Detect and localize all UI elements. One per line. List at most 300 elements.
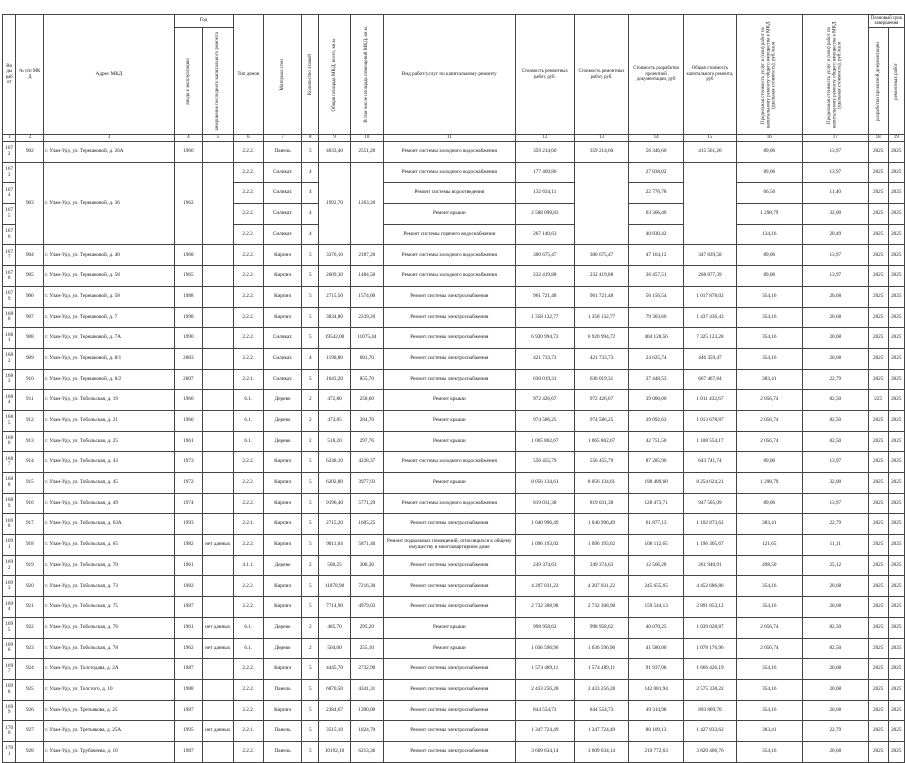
cell-p12: 267 140,63 bbox=[515, 224, 574, 245]
cell-p15: 8 254 624,21 bbox=[684, 473, 737, 494]
cell-work: Ремонт системы электроснабжения bbox=[383, 700, 515, 721]
table-row bbox=[3, 390, 905, 411]
header-floors: Количество этажей bbox=[302, 15, 319, 135]
cell-n: 914 bbox=[16, 452, 44, 473]
cell-mat: Кирпич bbox=[263, 266, 301, 287]
cell-d1: 2025 bbox=[868, 514, 888, 535]
column-number: 9 bbox=[319, 135, 350, 142]
cell-y2 bbox=[203, 410, 233, 431]
cell-d2: 2025 bbox=[888, 576, 904, 597]
table-row bbox=[3, 162, 905, 183]
cell-s1: 518,20 bbox=[319, 431, 350, 452]
cell-p17: 20,68 bbox=[802, 328, 868, 349]
cell-s1: 2715,50 bbox=[319, 286, 350, 307]
table-row bbox=[3, 266, 905, 287]
cell-n: 907 bbox=[16, 307, 44, 328]
cell-type: 4.1.1. bbox=[233, 555, 263, 576]
cell-s2: 2239,20 bbox=[350, 307, 383, 328]
cell-type: 2.2.2. bbox=[233, 473, 263, 494]
cell-mat: Дерево bbox=[263, 638, 301, 659]
cell-d2: 2025 bbox=[888, 266, 904, 287]
column-number: 15 bbox=[684, 135, 737, 142]
cell-vid: 168 6 bbox=[3, 431, 16, 452]
cell-y1: 1960 bbox=[174, 390, 202, 411]
cell-p13: 8 056 134,61 bbox=[574, 473, 628, 494]
cell-p16: 2 056,74 bbox=[736, 617, 802, 638]
cell-fl: 4 bbox=[302, 204, 319, 225]
cell-d1: 2025 bbox=[868, 369, 888, 390]
column-number: 19 bbox=[888, 135, 904, 142]
cell-addr: г. Улан-Удэ, ул. Тобольская, д. 76 bbox=[44, 617, 174, 638]
cell-p13: 4 207 031,22 bbox=[574, 576, 628, 597]
cell-d2: 2025 bbox=[888, 452, 904, 473]
column-number-row bbox=[3, 135, 905, 142]
cell-d1: 2025 bbox=[868, 741, 888, 762]
cell-fl: 5 bbox=[302, 266, 319, 287]
cell-addr: г. Улан-Удэ, ул. Тобольская, д. 75 bbox=[44, 597, 174, 618]
cell-mat: Силикат. bbox=[263, 224, 301, 245]
capital-repair-table bbox=[2, 14, 905, 763]
cell-p13: 2 732 308,98 bbox=[574, 597, 628, 618]
cell-y1: 1982 bbox=[174, 535, 202, 556]
cell-y1: 1968 bbox=[174, 245, 202, 266]
cell-n: 920 bbox=[16, 576, 44, 597]
cell-p16: 383,41 bbox=[736, 721, 802, 742]
cell-mat: Дерево bbox=[263, 617, 301, 638]
cell-y1: 1961 bbox=[174, 617, 202, 638]
cell-p16: 89,06 bbox=[736, 245, 802, 266]
cell-d2: 2025 bbox=[888, 286, 904, 307]
cell-s1: 472,80 bbox=[319, 390, 350, 411]
cell-work: Ремонт системы холодного водоснабжения bbox=[383, 493, 515, 514]
cell-p17: 20,49 bbox=[802, 224, 868, 245]
cell-p17: 20,68 bbox=[802, 659, 868, 680]
cell-y2 bbox=[203, 555, 233, 576]
cell-fl: 5 bbox=[302, 493, 319, 514]
cell-p15: 1 427 833,62 bbox=[684, 721, 737, 742]
cell-y1: 1972 bbox=[174, 473, 202, 494]
cell-n: 926 bbox=[16, 700, 44, 721]
cell-vid: 167 4 bbox=[3, 183, 16, 204]
cell-addr: г. Улан-Удэ, ул. Тобольская, д. 63А bbox=[44, 514, 174, 535]
cell-mat: Силикат. bbox=[263, 328, 301, 349]
cell-p13: 359 214,60 bbox=[574, 142, 628, 163]
cell-work: Ремонт системы электроснабжения bbox=[383, 576, 515, 597]
cell-p16: 354,16 bbox=[736, 659, 802, 680]
cell-work: Ремонт системы холодного водоснабжения bbox=[383, 142, 515, 163]
cell-p14: 56 346,60 bbox=[629, 142, 684, 163]
cell-d2: 2025 bbox=[888, 493, 904, 514]
cell-y2 bbox=[203, 741, 233, 762]
cell-s1: 3834,80 bbox=[319, 307, 350, 328]
table-row bbox=[3, 721, 905, 742]
cell-mat: Кирпич bbox=[263, 576, 301, 597]
cell-d1: 2025 bbox=[868, 183, 888, 204]
cell-work: Ремонт системы электроснабжения bbox=[383, 741, 515, 762]
cell-p12: 421 733,73 bbox=[515, 348, 574, 369]
cell-p17: 20,68 bbox=[802, 597, 868, 618]
cell-fl: 5 bbox=[302, 700, 319, 721]
cell-s2: 1390,00 bbox=[350, 700, 383, 721]
cell-addr: г. Улан-Удэ, ул. Тобольская, д. 21 bbox=[44, 410, 174, 431]
cell-p13 bbox=[574, 162, 628, 245]
cell-work: Ремонт системы электроснабжения bbox=[383, 307, 515, 328]
cell-p17: 13,97 bbox=[802, 452, 868, 473]
cell-n: 917 bbox=[16, 514, 44, 535]
cell-p13: 3 609 634,14 bbox=[574, 741, 628, 762]
cell-fl: 5 bbox=[302, 741, 319, 762]
cell-vid: 169 0 bbox=[3, 514, 16, 535]
cell-type: 2.2.2. bbox=[233, 452, 263, 473]
cell-d1: 2025 bbox=[868, 473, 888, 494]
cell-y2 bbox=[203, 348, 233, 369]
cell-p16: 2 056,74 bbox=[736, 431, 802, 452]
table-row bbox=[3, 142, 905, 163]
cell-p16: 89,06 bbox=[736, 142, 802, 163]
cell-type: 2.2.1. bbox=[233, 369, 263, 390]
cell-d1: 2025 bbox=[868, 617, 888, 638]
cell-work: Ремонт системы холодного водоснабжения bbox=[383, 266, 515, 287]
cell-mat: Силикат. bbox=[263, 369, 301, 390]
cell-vid: 169 3 bbox=[3, 576, 16, 597]
cell-s2: 1484,50 bbox=[350, 266, 383, 287]
cell-y1: 1960 bbox=[174, 410, 202, 431]
column-number: 7 bbox=[263, 135, 301, 142]
cell-d2: 2025 bbox=[888, 659, 904, 680]
cell-p17: 20,68 bbox=[802, 576, 868, 597]
cell-s2: 1605,25 bbox=[350, 514, 383, 535]
cell-type: 2.2.2. bbox=[233, 224, 263, 245]
cell-y2 bbox=[203, 431, 233, 452]
cell-fl: 2 bbox=[302, 638, 319, 659]
cell-type: 6.1. bbox=[233, 431, 263, 452]
cell-addr: г. Улан-Удэ, ул. Тобольская, д. 49 bbox=[44, 493, 174, 514]
cell-p17: 32,00 bbox=[802, 204, 868, 225]
cell-p14: 210 772,63 bbox=[629, 741, 684, 762]
table-body bbox=[3, 142, 905, 763]
cell-vid: 169 4 bbox=[3, 597, 16, 618]
cell-mat: Панель bbox=[263, 721, 301, 742]
cell-mat: Силикат. bbox=[263, 183, 301, 204]
cell-type: 2.2.2. bbox=[233, 266, 263, 287]
header-total-area: Общая площадь МКД, всего, кв.м. bbox=[319, 15, 350, 135]
cell-y2 bbox=[203, 493, 233, 514]
cell-p13: 1 574 489,11 bbox=[574, 659, 628, 680]
header-design-cost: Стоимость разработки проектной документации, руб bbox=[629, 15, 684, 135]
cell-p15: 446 359,47 bbox=[684, 348, 737, 369]
cell-addr: г. Улан-Удэ, ул. Терешковой, д. 8/1 bbox=[44, 348, 174, 369]
header-plan-design: разработки проектной документации bbox=[868, 28, 888, 135]
cell-p17: 20,68 bbox=[802, 700, 868, 721]
cell-p15: 947 505,09 bbox=[684, 493, 737, 514]
cell-n: 902 bbox=[16, 142, 44, 163]
cell-p16: 89,06 bbox=[736, 162, 802, 183]
cell-s1: 4033,40 bbox=[319, 142, 350, 163]
header-work-type: Вид работ/услуг по капитальному ремонту bbox=[383, 15, 515, 135]
cell-p12: 359 214,60 bbox=[515, 142, 574, 163]
cell-p16: 354,16 bbox=[736, 700, 802, 721]
cell-fl: 5 bbox=[302, 452, 319, 473]
cell-addr: г. Улан-Удэ, ул. Тобольская, д. 70 bbox=[44, 555, 174, 576]
cell-y1: 1987 bbox=[174, 700, 202, 721]
cell-s2: 855,70 bbox=[350, 369, 383, 390]
cell-p15: 2 575 338,22 bbox=[684, 679, 737, 700]
cell-p13: 1 040 996,49 bbox=[574, 514, 628, 535]
cell-s2: 284,70 bbox=[350, 410, 383, 431]
column-number: 8 bbox=[302, 135, 319, 142]
cell-y1: 1965 bbox=[174, 266, 202, 287]
cell-y2 bbox=[203, 142, 233, 163]
cell-d2: 2025 bbox=[888, 204, 904, 225]
cell-d2: 2025 bbox=[888, 700, 904, 721]
cell-y2 bbox=[203, 700, 233, 721]
table-row bbox=[3, 555, 905, 576]
cell-addr: г. Улан-Удэ, ул. Трубачеева, д. 10 bbox=[44, 741, 174, 762]
cell-fl: 2 bbox=[302, 431, 319, 452]
cell-p14: 63 366,40 bbox=[629, 204, 684, 225]
cell-p12: 3 609 634,14 bbox=[515, 741, 574, 762]
cell-p15: 1 013 678,87 bbox=[684, 410, 737, 431]
cell-addr: г. Улан-Удэ, ул. Тобольская, д. 43 bbox=[44, 452, 174, 473]
cell-mat: Панель bbox=[263, 741, 301, 762]
cell-p16: 66,56 bbox=[736, 183, 802, 204]
cell-p14: 49 314,98 bbox=[629, 700, 684, 721]
cell-p13: 961 721,48 bbox=[574, 286, 628, 307]
cell-fl: 4 bbox=[302, 183, 319, 204]
cell-vid: 167 9 bbox=[3, 286, 16, 307]
cell-fl: 4 bbox=[302, 162, 319, 183]
cell-work: Ремонт системы электроснабжения bbox=[383, 721, 515, 742]
cell-p14: 100 112,65 bbox=[629, 535, 684, 556]
cell-type: 2.2.2. bbox=[233, 328, 263, 349]
cell-fl: 2 bbox=[302, 617, 319, 638]
cell-d1: 2025 bbox=[868, 555, 888, 576]
cell-p15: 1 102 873,62 bbox=[684, 514, 737, 535]
cell-s2: 7216,30 bbox=[350, 576, 383, 597]
cell-mat: Кирпич bbox=[263, 700, 301, 721]
cell-y1: 1966 bbox=[174, 142, 202, 163]
cell-p12: 8 056 134,61 bbox=[515, 473, 574, 494]
cell-p17: 13,97 bbox=[802, 245, 868, 266]
cell-mat: Кирпич bbox=[263, 286, 301, 307]
cell-d1: 2025 bbox=[868, 721, 888, 742]
cell-type: 6.1. bbox=[233, 638, 263, 659]
column-number: 1 bbox=[3, 135, 16, 142]
header-unit-cost: Предельная стоимость услуг и (или) работ по капитальному ремонту общего имущества в МКД (удельная стоимость), руб./кв.м bbox=[736, 15, 802, 135]
capital-repair-table-sheet bbox=[2, 14, 905, 763]
cell-p12: 1 040 996,49 bbox=[515, 514, 574, 535]
cell-s1: 2715,20 bbox=[319, 514, 350, 535]
cell-fl: 5 bbox=[302, 659, 319, 680]
cell-type: 2.2.2. bbox=[233, 286, 263, 307]
cell-p14: 39 006,00 bbox=[629, 390, 684, 411]
cell-mat: Силикат. bbox=[263, 348, 301, 369]
cell-p13: 2 433 256,28 bbox=[574, 679, 628, 700]
cell-p14: 142 081,94 bbox=[629, 679, 684, 700]
cell-d2: 2025 bbox=[888, 431, 904, 452]
cell-s2: 4979,03 bbox=[350, 597, 383, 618]
cell-p15: 1 437 436,43 bbox=[684, 307, 737, 328]
cell-d1: 2025 bbox=[868, 348, 888, 369]
cell-type: 2.2.2. bbox=[233, 535, 263, 556]
cell-n: 927 bbox=[16, 721, 44, 742]
cell-d1: 2025 bbox=[868, 162, 888, 183]
cell-p15: 1 666 426,19 bbox=[684, 659, 737, 680]
cell-y1: 1988 bbox=[174, 679, 202, 700]
cell-p16: 121,65 bbox=[736, 535, 802, 556]
cell-vid: 168 1 bbox=[3, 328, 16, 349]
cell-vid: 168 2 bbox=[3, 348, 16, 369]
cell-d1: 2025 bbox=[868, 307, 888, 328]
cell-fl: 5 bbox=[302, 514, 319, 535]
cell-type: 2.2.2. bbox=[233, 576, 263, 597]
cell-y1: 2003 bbox=[174, 348, 202, 369]
cell-fl: 5 bbox=[302, 307, 319, 328]
cell-s2: 295,20 bbox=[350, 617, 383, 638]
cell-p14: 37 448,53 bbox=[629, 369, 684, 390]
cell-y1: 1995 bbox=[174, 721, 202, 742]
cell-work: Ремонт крыши bbox=[383, 204, 515, 225]
table-row bbox=[3, 493, 905, 514]
cell-p14: 41 580,00 bbox=[629, 638, 684, 659]
table-row bbox=[3, 659, 905, 680]
table-row bbox=[3, 700, 905, 721]
cell-s2: 681,70 bbox=[350, 348, 383, 369]
column-number: 14 bbox=[629, 135, 684, 142]
cell-vid: 169 7 bbox=[3, 659, 16, 680]
cell-p13: 1 347 724,49 bbox=[574, 721, 628, 742]
cell-y1: 1961 bbox=[174, 555, 202, 576]
cell-p12: 2 732 308,98 bbox=[515, 597, 574, 618]
cell-vid: 168 0 bbox=[3, 307, 16, 328]
cell-y2 bbox=[203, 266, 233, 287]
cell-p17: 11,40 bbox=[802, 183, 868, 204]
table-row bbox=[3, 617, 905, 638]
cell-work: Ремонт крыши bbox=[383, 410, 515, 431]
cell-type: 6.1. bbox=[233, 410, 263, 431]
cell-d1: 2025 bbox=[868, 286, 888, 307]
cell-p16: 2 056,74 bbox=[736, 638, 802, 659]
cell-vid: 169 8 bbox=[3, 679, 16, 700]
cell-p14: 24 625,74 bbox=[629, 348, 684, 369]
cell-y1: 1987 bbox=[174, 741, 202, 762]
cell-y1: 1993 bbox=[174, 514, 202, 535]
cell-s1: 3515,10 bbox=[319, 721, 350, 742]
cell-fl: 4 bbox=[302, 224, 319, 245]
cell-addr: г. Улан-Удэ, ул. Терешковой, д. 26А bbox=[44, 142, 174, 163]
cell-p13: 1 036 596,96 bbox=[574, 638, 628, 659]
cell-p12: 249 374,63 bbox=[515, 555, 574, 576]
cell-n: 921 bbox=[16, 597, 44, 618]
cell-p14: 61 877,13 bbox=[629, 514, 684, 535]
cell-s2: 4228,37 bbox=[350, 452, 383, 473]
cell-p14: 245 655,65 bbox=[629, 576, 684, 597]
cell-n: 924 bbox=[16, 659, 44, 680]
cell-y2 bbox=[203, 659, 233, 680]
cell-fl: 5 bbox=[302, 576, 319, 597]
cell-p15: 347 839,58 bbox=[684, 245, 737, 266]
cell-fl: 5 bbox=[302, 535, 319, 556]
cell-p15: 4 452 686,86 bbox=[684, 576, 737, 597]
cell-p17: 13,97 bbox=[802, 162, 868, 183]
cell-y2: нет данных bbox=[203, 638, 233, 659]
table-row bbox=[3, 452, 905, 473]
cell-d1: 2025 bbox=[868, 245, 888, 266]
cell-vid: 170 1 bbox=[3, 741, 16, 762]
cell-y2 bbox=[203, 473, 233, 494]
cell-p15 bbox=[684, 162, 737, 245]
cell-d2: 2025 bbox=[888, 183, 904, 204]
cell-p16: 383,41 bbox=[736, 369, 802, 390]
cell-p17: 13,97 bbox=[802, 493, 868, 514]
cell-p15: 1 108 554,17 bbox=[684, 431, 737, 452]
cell-fl: 2 bbox=[302, 390, 319, 411]
cell-d1: 2025 bbox=[868, 142, 888, 163]
cell-p16: 89,06 bbox=[736, 452, 802, 473]
cell-s2: 2551,20 bbox=[350, 142, 383, 163]
header-year-last-repair: завершение последнего капитального ремонта bbox=[203, 28, 233, 135]
cell-addr: г. Улан-Удэ, ул. Тобольская, д. 65 bbox=[44, 535, 174, 556]
cell-d2: 2025 bbox=[888, 162, 904, 183]
cell-p12: 961 721,48 bbox=[515, 286, 574, 307]
cell-mat: Кирпич bbox=[263, 493, 301, 514]
header-house-type: Тип домов bbox=[233, 15, 263, 135]
cell-vid: 169 9 bbox=[3, 700, 16, 721]
cell-d2: 2025 bbox=[888, 328, 904, 349]
cell-addr: г. Улан-Удэ, ул. Толстого, д. 10 bbox=[44, 679, 174, 700]
cell-d2: 2025 bbox=[888, 617, 904, 638]
cell-p12: 972 426,67 bbox=[515, 390, 574, 411]
cell-s1: 1190,80 bbox=[319, 348, 350, 369]
cell-y2 bbox=[203, 576, 233, 597]
cell-type: 2.2.1. bbox=[233, 514, 263, 535]
cell-y2 bbox=[203, 679, 233, 700]
cell-type: 2.2.2. bbox=[233, 597, 263, 618]
cell-p12: 232 419,88 bbox=[515, 266, 574, 287]
cell-y2 bbox=[203, 286, 233, 307]
cell-y2 bbox=[203, 245, 233, 266]
cell-p14: 36 457,51 bbox=[629, 266, 684, 287]
table-row bbox=[3, 535, 905, 556]
cell-p14: 404 128,56 bbox=[629, 328, 684, 349]
cell-p12: 844 554,73 bbox=[515, 700, 574, 721]
cell-n: 909 bbox=[16, 348, 44, 369]
cell-d2: 2025 bbox=[888, 348, 904, 369]
cell-y2: нет данных bbox=[203, 535, 233, 556]
cell-addr: г. Улан-Удэ, ул. Третьякова, д. 25А bbox=[44, 721, 174, 742]
cell-addr: г. Улан-Удэ, ул. Тобольская, д. 45 bbox=[44, 473, 174, 494]
cell-p12: 998 958,62 bbox=[515, 617, 574, 638]
table-row bbox=[3, 638, 905, 659]
cell-p14: 91 937,08 bbox=[629, 659, 684, 680]
cell-type: 2.2.2. bbox=[233, 348, 263, 369]
cell-p16: 89,06 bbox=[736, 493, 802, 514]
cell-y1: 2007 bbox=[174, 369, 202, 390]
cell-p17: 22,79 bbox=[802, 721, 868, 742]
cell-d1: 2025 bbox=[868, 659, 888, 680]
cell-n: 908 bbox=[16, 328, 44, 349]
cell-n: 906 bbox=[16, 286, 44, 307]
cell-p14: 40 830,42 bbox=[629, 224, 684, 245]
cell-fl: 5 bbox=[302, 142, 319, 163]
cell-p13: 249 374,63 bbox=[574, 555, 628, 576]
cell-vid: 169 2 bbox=[3, 555, 16, 576]
cell-s1: 6870,50 bbox=[319, 679, 350, 700]
cell-d1: 2025 bbox=[868, 679, 888, 700]
cell-mat: Кирпич bbox=[263, 473, 301, 494]
table-row bbox=[3, 576, 905, 597]
cell-s2: 297,76 bbox=[350, 431, 383, 452]
